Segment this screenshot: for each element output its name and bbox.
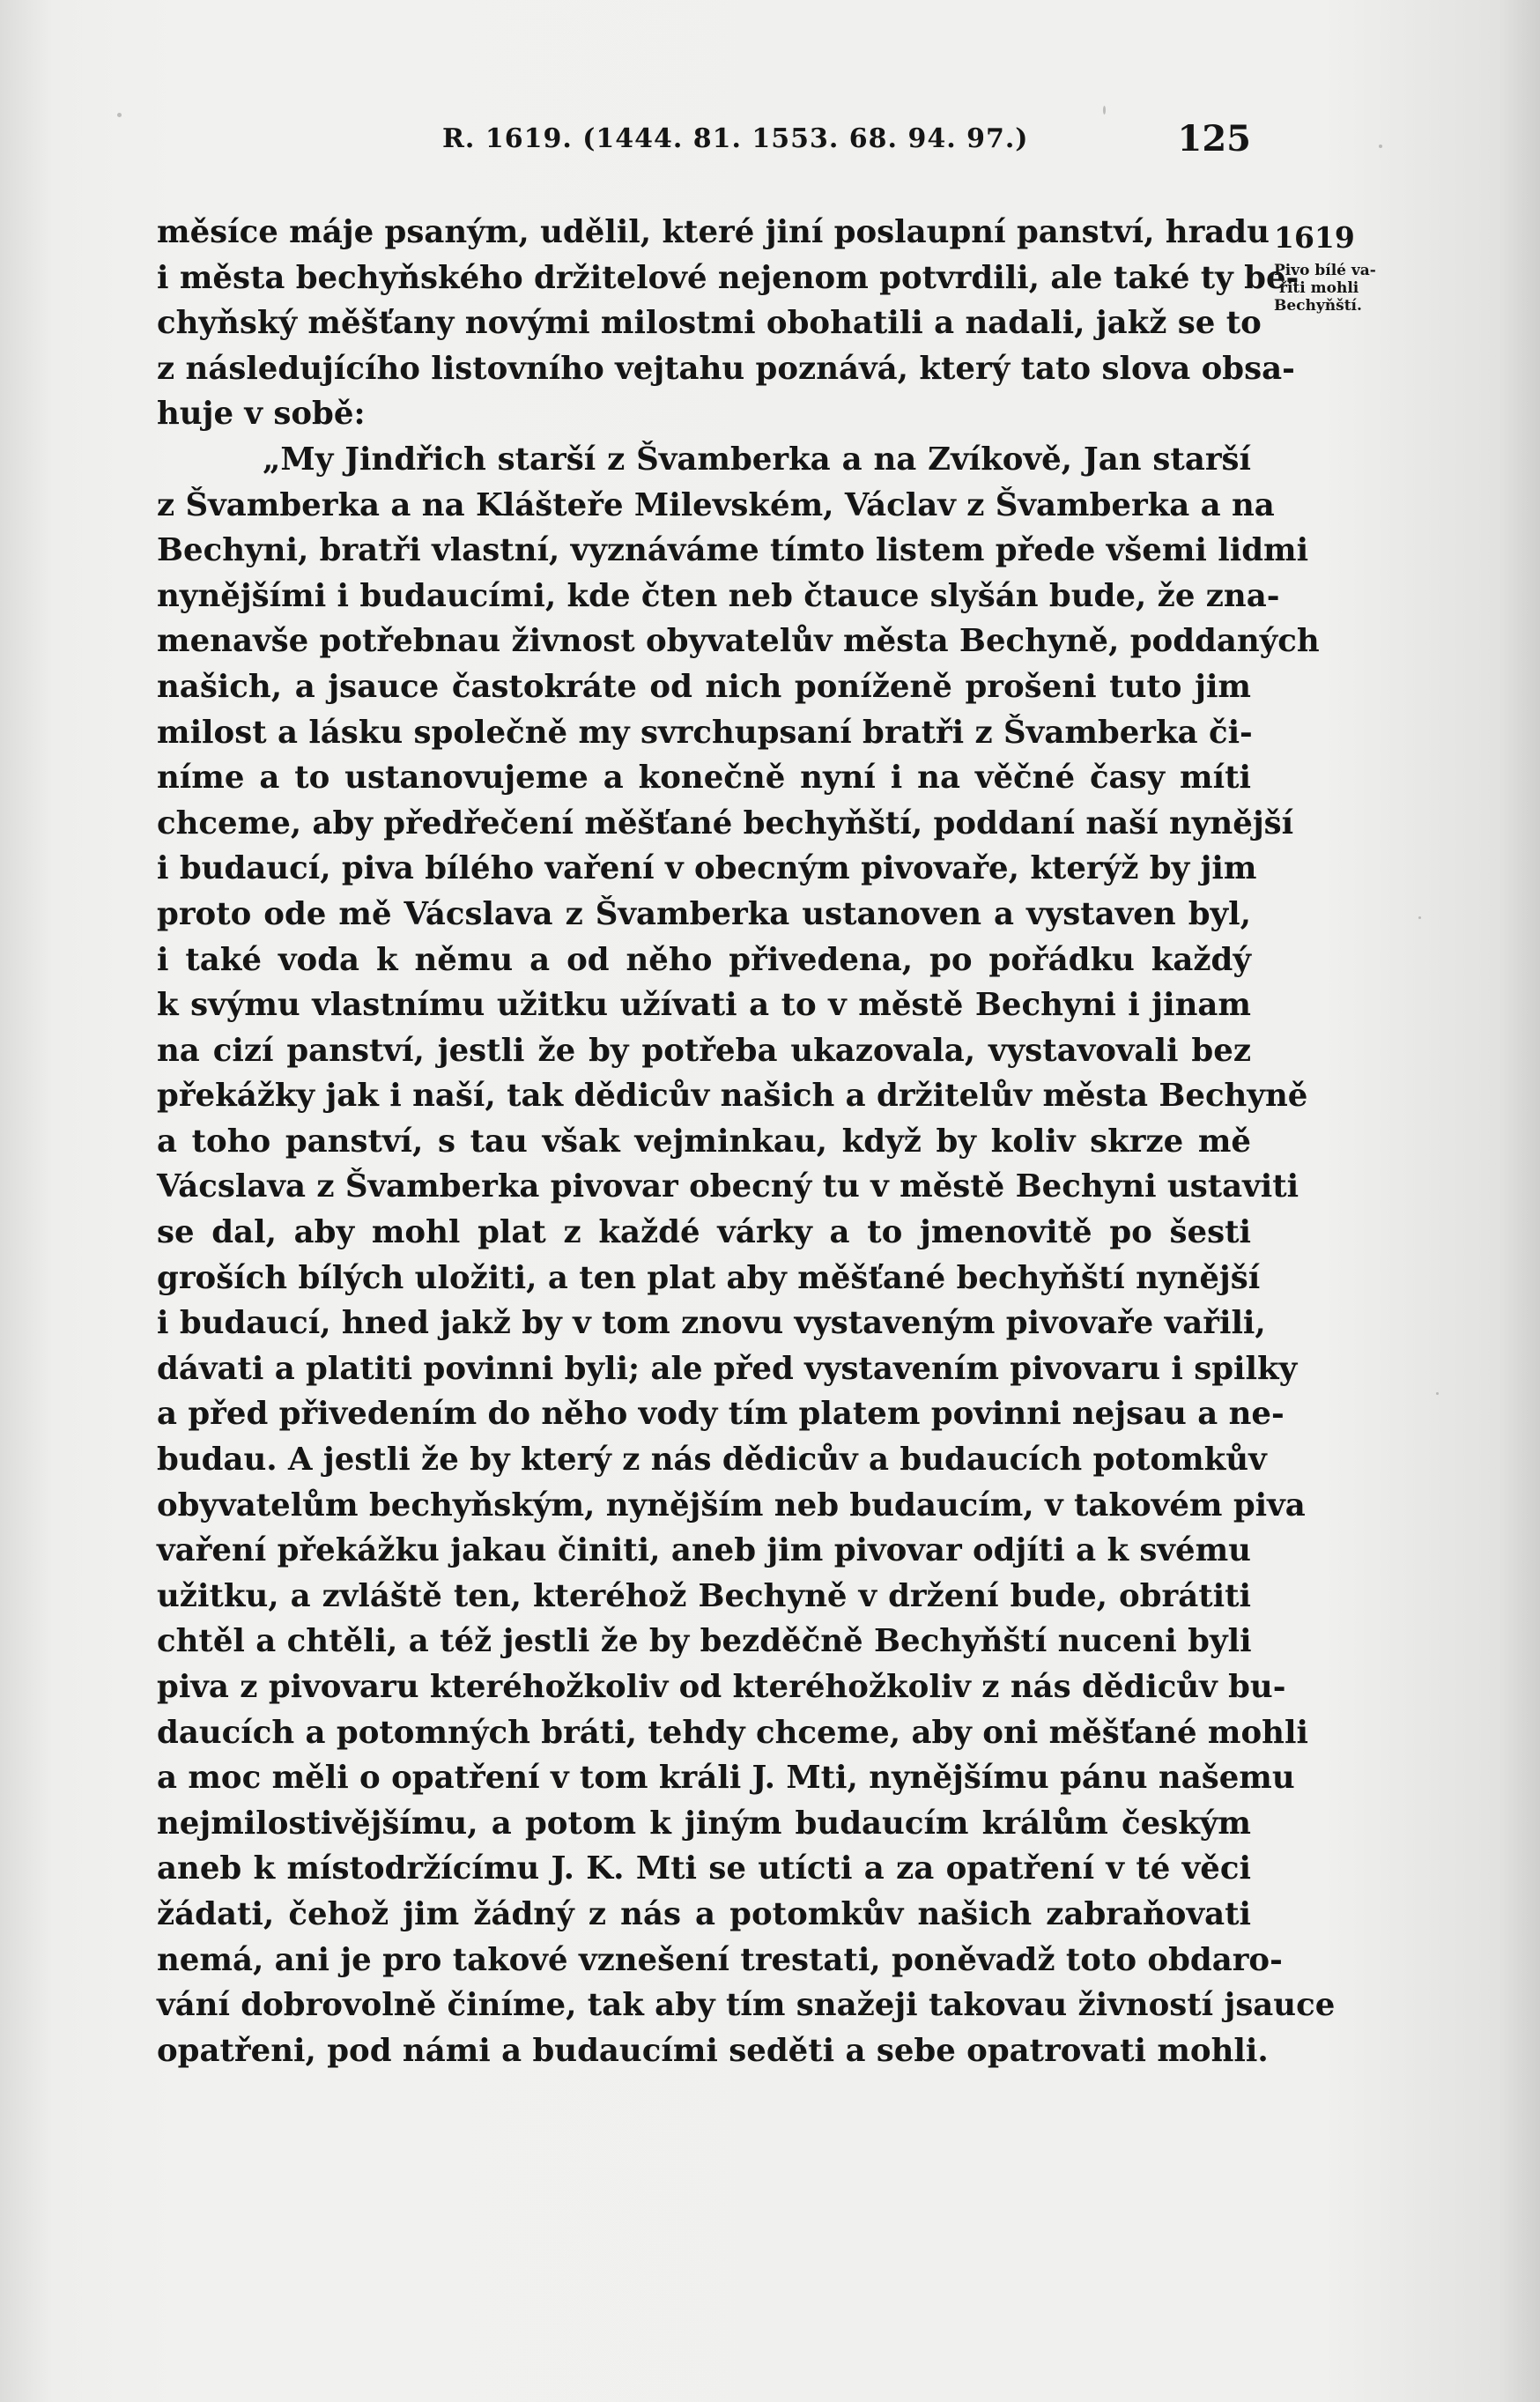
text-line: z následujícího listovního vejtahu poznává, který tato slova obsa- xyxy=(157,350,1295,387)
text-line: Vácslava z Švamberka pivovar obecný tu v městě Bechyni ustaviti xyxy=(157,1168,1299,1205)
text-line: se dal, aby mohl plat z každé várky a to jmenovitě po šesti xyxy=(157,1214,1251,1251)
text-line: daucích a potomných bráti, tehdy chceme, aby oni měšťané mohli xyxy=(157,1714,1308,1751)
text-line: proto ode mě Vácslava z Švamberka ustanoven a vystaven byl, xyxy=(157,895,1251,932)
paper-speck xyxy=(1379,145,1382,148)
text-line: chyňský měšťany novými milostmi obohatili a nadali, jakž se to xyxy=(157,305,1262,342)
text-line: i budaucí, hned jakž by v tom znovu vystaveným pivovaře vařili, xyxy=(157,1305,1266,1342)
text-line: menavše potřebnau živnost obyvatelův města Bechyně, poddaných xyxy=(157,623,1320,660)
text-line: i také voda k němu a od něho přivedena, po pořádku každý xyxy=(157,941,1251,978)
text-line: aneb k místodržícímu J. K. Mti se utícti a za opatření v té věci xyxy=(157,1850,1251,1887)
text-line: dávati a platiti povinni byli; ale před vystavením pivovaru i spilky xyxy=(157,1350,1298,1387)
margin-year: 1619 xyxy=(1274,220,1355,255)
text-line: a před přivedením do něho vody tím platem povinni nejsau a ne- xyxy=(157,1396,1285,1433)
text-line: milost a lásku společně my svrchupsaní bratři z Švamberka či- xyxy=(157,714,1253,751)
text-line: i budaucí, piva bílého vaření v obecným pivovaře, kterýž by jim xyxy=(157,850,1257,887)
text-line: nemá, ani je pro takové vznešení trestati, poněvadž toto obdaro- xyxy=(157,1941,1283,1978)
page-header xyxy=(159,118,1251,166)
page-number: 125 xyxy=(1177,118,1251,159)
text-line: z Švamberka a na Klášteře Milevském, Václav z Švamberka a na xyxy=(157,486,1275,523)
text-line: i města bechyňského držitelové nejenom potvrdili, ale také ty be- xyxy=(157,259,1299,296)
text-line: na cizí panství, jestli že by potřeba ukazovala, vystavovali bez xyxy=(157,1032,1251,1069)
text-line: našich, a jsauce častokráte od nich poníženě prošeni tuto jim xyxy=(157,668,1251,705)
text-line: nynějšími i budaucími, kde čten neb čtauce slyšán bude, že zna- xyxy=(157,577,1280,614)
paper-speck xyxy=(1103,106,1106,115)
paper-speck xyxy=(1436,1392,1439,1395)
margin-note-line: Pivo bílé va- xyxy=(1274,262,1376,279)
text-line: a toho panství, s tau však vejminkau, když by koliv skrze mě xyxy=(157,1123,1251,1160)
text-line: budau. A jestli že by který z nás dědicův a budaucích potomkův xyxy=(157,1442,1267,1479)
margin-note-line: Bechyňští. xyxy=(1274,297,1362,315)
text-line: níme a to ustanovujeme a konečně nyní i na věčné časy míti xyxy=(157,760,1251,797)
text-line: vaření překážku jakau činiti, aneb jim pivovar odjíti a k svému xyxy=(157,1532,1251,1569)
paper-speck xyxy=(1418,916,1421,919)
text-line: piva z pivovaru kteréhožkoliv od kteréhožkoliv z nás dědicův bu- xyxy=(157,1669,1286,1705)
text-line: chtěl a chtěli, a též jestli že by bezděčně Bechyňští nuceni byli xyxy=(157,1623,1252,1660)
text-line: „My Jindřich starší z Švamberka a na Zvíkově, Jan starší xyxy=(263,441,1251,478)
text-line: groších bílých uložiti, a ten plat aby měšťané bechyňští nynější xyxy=(157,1259,1261,1296)
text-line: měsíce máje psaným, udělil, které jiní poslaupní panství, hradu xyxy=(157,214,1270,250)
running-head: R. 1619. (1444. 81. 1553. 68. 94. 97.) xyxy=(442,123,1029,154)
text-line: Bechyni, bratři vlastní, vyznáváme tímto listem přede všemi lidmi xyxy=(157,532,1309,569)
text-line: žádati, čehož jim žádný z nás a potomkův našich zabraňovati xyxy=(157,1895,1251,1932)
paper-speck xyxy=(117,113,122,117)
text-line: obyvatelům bechyňským, nynějším neb budaucím, v takovém piva xyxy=(157,1486,1306,1523)
text-line: chceme, aby předřečení měšťané bechyňští, poddaní naší nynější xyxy=(157,804,1294,841)
text-line: k svýmu vlastnímu užitku užívati a to v městě Bechyni i jinam xyxy=(157,987,1251,1024)
text-line: užitku, a zvláště ten, kteréhož Bechyně v držení bude, obrátiti xyxy=(157,1577,1251,1614)
text-line: opatřeni, pod námi a budaucími seděti a sebe opatrovati mohli. xyxy=(157,2032,1269,2069)
text-line: vání dobrovolně činíme, tak aby tím snažeji takovau živností jsauce xyxy=(157,1987,1336,2024)
text-line: nejmilostivějšímu, a potom k jiným budaucím králům českým xyxy=(157,1805,1251,1842)
text-line: a moc měli o opatření v tom králi J. Mti, nynějšímu pánu našemu xyxy=(157,1760,1295,1797)
text-line: překážky jak i naší, tak dědicův našich a držitelův města Bechyně xyxy=(157,1078,1308,1115)
margin-note-line: řiti mohli xyxy=(1279,279,1359,297)
text-line: huje v sobě: xyxy=(157,396,366,433)
